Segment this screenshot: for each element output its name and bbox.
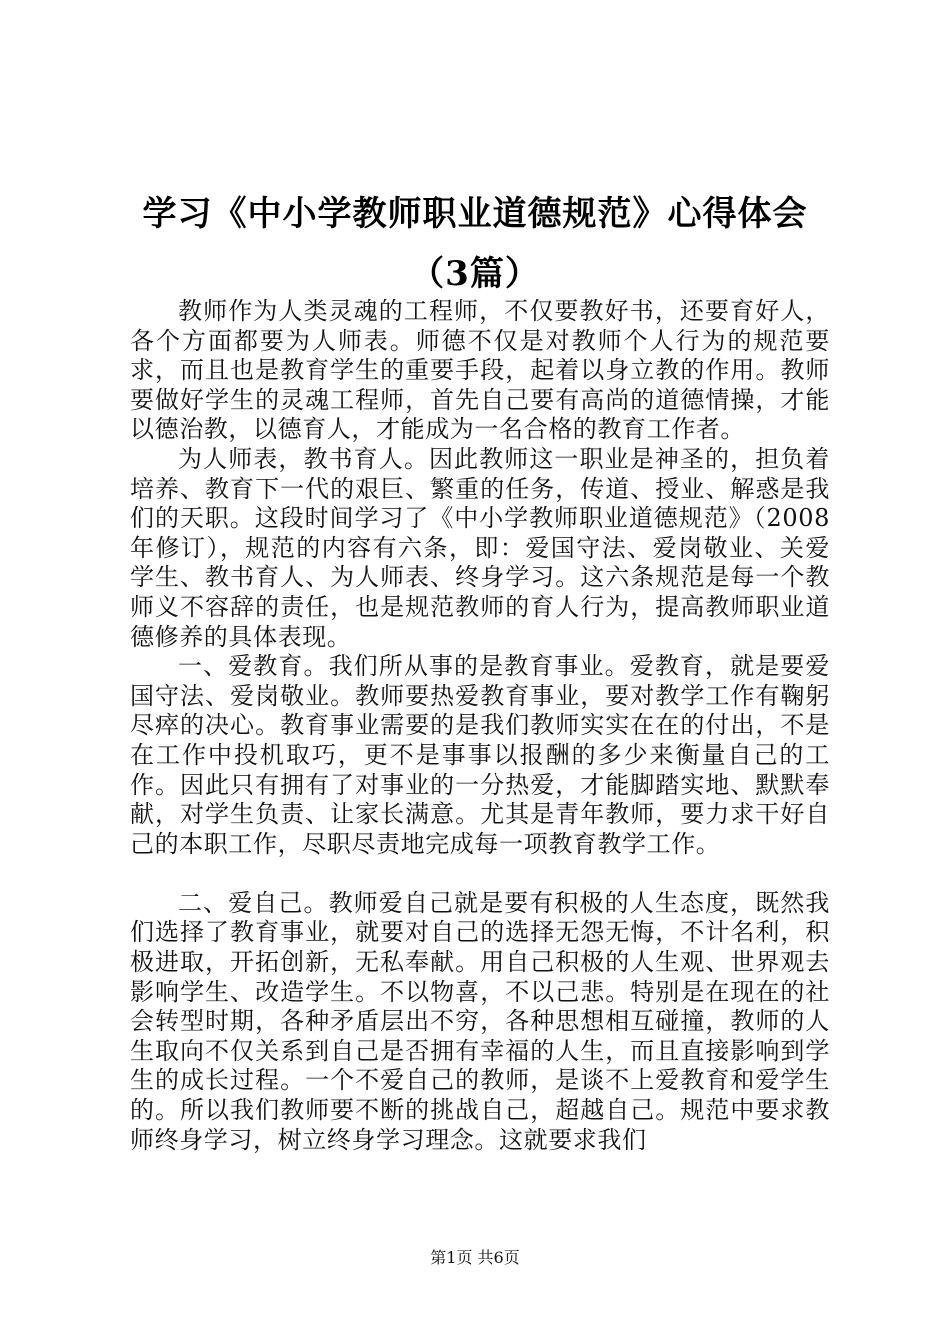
- document-title: 学习《中小学教师职业道德规范》心得体会: [142, 194, 808, 234]
- paragraph-love-education: 一、爱教育。我们所从事的是教育事业。爱教育，就是要爱国守法、爱岗敬业。教师要热爱教育事业，要对教学工作有鞠躬尽瘁的决心。教育事业需要的是我们教师实实在在的付出，不是在工作中投机取巧，更不是事事以报酬的多少来衡量自己的工作。因此只有拥有了对事业的一分热爱，才能脚踏实地、默默奉献，对学生负责、让家长满意。尤其是青年教师，要力求干好自己的本职工作，尽职尽责地完成每一项教育教学工作。: [130, 652, 830, 858]
- paragraph-love-self: 二、爱自己。教师爱自己就是要有积极的人生态度，既然我们选择了教育事业，就要对自己的选择无怨无悔，不计名利，积极进取，开拓创新，无私奉献。用自己积极的人生观、世界观去影响学生、改造学生。不以物喜，不以己悲。特别是在现在的社会转型时期，各种矛盾层出不穷，各种思想相互碰撞，教师的人生取向不仅关系到自己是否拥有幸福的人生，而且直接影响到学生的成长过程。一个不爱自己的教师，是谈不上爱教育和爱学生的。所以我们教师要不断的挑战自己，超越自己。规范中要求教师终身学习，树立终身学习理念。这就要求我们: [130, 888, 830, 1154]
- page-number-footer: 第1页 共6页: [430, 1248, 520, 1267]
- document-title-subtitle: （3篇）: [410, 254, 540, 294]
- paragraph-intro: 教师作为人类灵魂的工程师，不仅要教好书，还要育好人，各个方面都要为人师表。师德不仅是对教师个人行为的规范要求，而且也是教育学生的重要手段，起着以身立教的作用。教师要做好学生的灵魂工程师，首先自己要有高尚的道德情操，才能以德治教，以德育人，才能成为一名合格的教育工作者。: [130, 297, 830, 444]
- paragraph-code-overview: 为人师表，教书育人。因此教师这一职业是神圣的，担负着培养、教育下一代的艰巨、繁重的任务，传道、授业、解惑是我们的天职。这段时间学习了《中小学教师职业道德规范》（2008年修订），规范的内容有六条，即：爱国守法、爱岗敬业、关爱学生、教书育人、为人师表、终身学习。这六条规范是每一个教师义不容辞的责任，也是规范教师的育人行为，提高教师职业道德修养的具体表现。: [130, 444, 830, 651]
- document-body: [130, 297, 830, 1155]
